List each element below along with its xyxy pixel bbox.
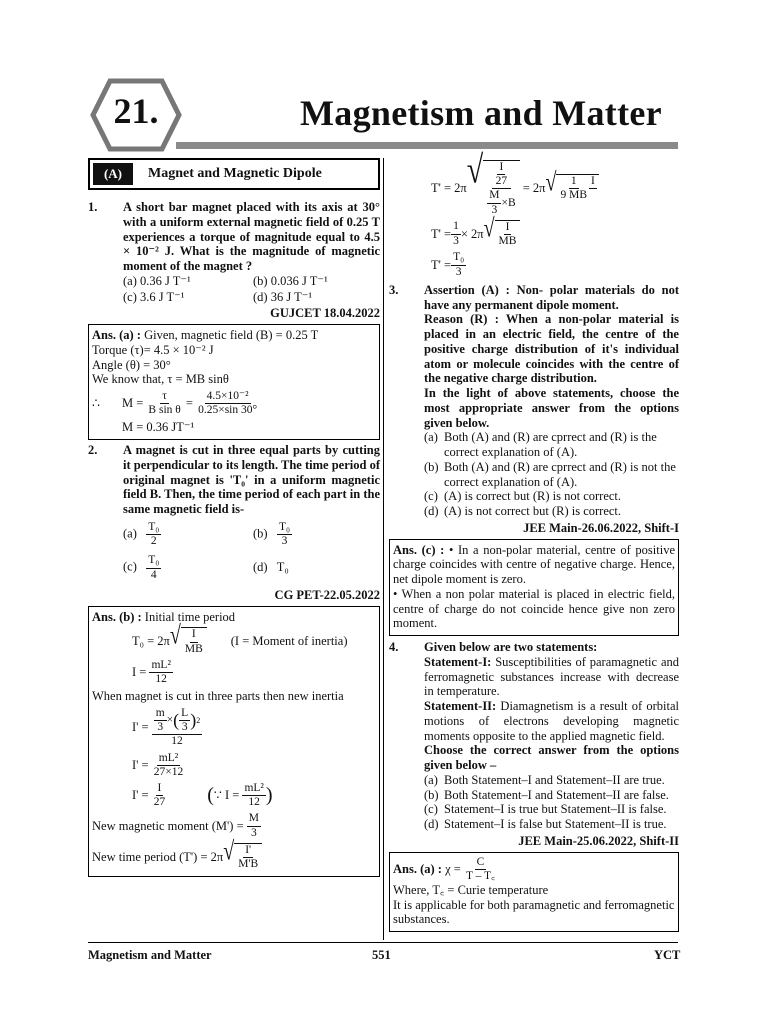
question-text — [424, 283, 679, 431]
square-root: √ $\frac{I}{27}$ $\frac{M}{3}$ ×B — [467, 160, 520, 217]
denominator: 2 — [150, 535, 157, 548]
option-label: (c) — [424, 489, 438, 504]
q2-options — [123, 521, 380, 582]
option-label: (c) — [123, 559, 137, 574]
fraction — [242, 782, 265, 809]
question-3 — [389, 283, 679, 431]
denominator: 3 — [250, 826, 257, 839]
denominator: 3 — [281, 535, 288, 548]
option-b — [424, 788, 679, 803]
fraction — [152, 752, 186, 779]
denominator: 9 MB — [560, 189, 587, 202]
right-column — [389, 148, 679, 932]
numerator: I' — [243, 844, 253, 858]
denominator — [485, 189, 517, 216]
statement-1 — [424, 655, 679, 699]
answer-4 — [389, 852, 679, 933]
fraction — [152, 782, 168, 809]
numerator: I — [504, 221, 512, 235]
fraction — [277, 521, 292, 548]
question-number: 2. — [88, 443, 98, 458]
answer-line: When magnet is cut in three parts then new inertia — [92, 689, 344, 704]
option-text: Both (A) and (R) are cprrect and (R) is not the correct explanation of (A). — [444, 459, 676, 489]
answer-line: • In a non-polar material, centre of positive charge coincides with centre of negative charge. Hence, net dipole moment is zero. — [393, 542, 676, 586]
numerator: mL² — [149, 659, 172, 673]
denominator: M'B — [238, 858, 259, 871]
denominator: 0.25×sin 30° — [198, 404, 258, 417]
option-text: Statement–I is false but Statement–II is true. — [444, 817, 667, 831]
exponent: 2 — [196, 716, 201, 726]
fraction — [183, 628, 205, 655]
statement-2 — [424, 699, 679, 743]
formula-text: × 2π — [460, 226, 484, 241]
formula-text: T' = 2π — [431, 181, 467, 196]
numerator: m — [154, 707, 167, 721]
footer-rule — [88, 942, 678, 943]
option-d — [253, 554, 383, 581]
numerator: M — [487, 189, 501, 203]
numerator: I — [589, 175, 597, 189]
question-4 — [389, 640, 679, 655]
section-tag: (A) — [93, 163, 133, 185]
numerator: I — [156, 782, 164, 796]
answer-2 — [88, 606, 380, 878]
answer-result: M = 0.36 JT⁻¹ — [122, 420, 195, 435]
formula-row — [92, 390, 376, 417]
option-b — [253, 521, 383, 548]
option-d — [424, 504, 679, 519]
q1-options — [123, 274, 380, 305]
header-rule — [176, 142, 678, 149]
therefore-symbol: ∴ — [92, 396, 100, 411]
formula-row — [431, 148, 679, 217]
option-a — [123, 521, 253, 548]
formula-text: T' = — [431, 226, 452, 241]
fraction — [146, 554, 161, 581]
formula-row — [132, 752, 376, 779]
numerator: mL² — [157, 752, 180, 766]
answer-line: Initial time period — [144, 609, 236, 624]
formula-text: T' = — [431, 257, 452, 272]
formula-row — [92, 812, 376, 839]
numerator: mL² — [242, 782, 265, 796]
answer-line: Torque (τ)= 4.5 × 10⁻² J — [92, 342, 214, 357]
option-label: (b) — [424, 787, 439, 802]
chapter-number-badge — [90, 78, 182, 152]
denominator: MB — [498, 235, 517, 248]
question-source: GUJCET 18.04.2022 — [270, 306, 380, 321]
option-text: Both Statement–I and Statement–II are false. — [444, 787, 669, 802]
denominator: B sin θ — [148, 404, 181, 417]
option-c: (c) 3.6 J T⁻¹ — [123, 289, 185, 304]
fraction — [497, 221, 519, 248]
formula-text: I' = — [132, 788, 149, 803]
statement-text: Susceptibilities of paramagnetic and ferromagnetic substances increase with decrease in temperature. — [424, 654, 679, 699]
numerator: T₀ — [451, 251, 466, 265]
fraction — [464, 856, 497, 883]
formula-row — [132, 659, 376, 686]
denominator: 27 — [495, 175, 508, 188]
option-d — [424, 817, 679, 832]
question-text: A short bar magnet placed with its axis at 30° with a uniform external magnetic field of 0.25 T experiences a torque of magnitude equal to 4.5 × 10⁻² J. What is the magnitude of magnetic moment of the magnet ? — [123, 200, 380, 273]
denominator: 3 — [181, 721, 188, 734]
option-text: (A) is not correct but (R) is correct. — [444, 504, 622, 518]
answer-line: Angle (θ) = 30° — [92, 357, 171, 372]
denominator: 3 — [453, 234, 459, 247]
formula-text: = — [185, 396, 193, 411]
question-1 — [88, 200, 380, 274]
answer-head: Ans. (c) : — [393, 542, 445, 557]
fraction — [589, 175, 597, 202]
option-label: (d) — [253, 560, 268, 575]
formula-text: × — [166, 714, 174, 727]
fraction — [179, 707, 190, 734]
section-title: Magnet and Magnetic Dipole — [148, 166, 322, 181]
formula-text: T₀ = 2π — [132, 634, 170, 649]
option-label: (a) — [424, 430, 438, 445]
fraction — [451, 220, 461, 247]
fraction — [152, 707, 202, 749]
formula-text: New time period (T') = 2π — [92, 849, 224, 864]
fraction — [196, 390, 259, 417]
numerator: M — [247, 812, 261, 826]
question-number: 4. — [389, 640, 399, 654]
page-number: 551 — [372, 948, 391, 962]
formula-text: I' = — [132, 757, 149, 772]
answer-line: We know that, τ = MB sinθ — [92, 372, 229, 387]
instruction-text: Choose the correct answer from the options given below – — [424, 743, 679, 772]
option-a: (a) 0.36 J T⁻¹ — [123, 273, 191, 288]
option-text: Both (A) and (R) are cprrect and (R) is the correct explanation of (A). — [444, 430, 657, 459]
option-value: T₀ — [276, 560, 289, 575]
formula-row — [132, 621, 376, 655]
numerator: I — [497, 161, 505, 175]
fraction — [558, 175, 589, 202]
publisher-mark: YCT — [654, 948, 681, 962]
denominator: 3 — [491, 203, 498, 216]
numerator: 1 — [451, 220, 461, 234]
question-number: 1. — [88, 200, 98, 214]
square-root: √ $\frac{I}{MB}$ — [484, 220, 521, 248]
option-c — [123, 554, 253, 581]
option-a — [424, 773, 679, 788]
statement-text: Diamagnetism is a result of orbital motions of electrons developing magnetic moments opposite to the applied magnetic field. — [424, 699, 679, 743]
option-c — [424, 489, 679, 504]
numerator: $\frac{m}{3}$ × ( $\frac{L}{3}$ ) 2 — [152, 707, 202, 735]
fraction — [485, 161, 517, 217]
formula-text: χ = — [445, 861, 461, 876]
option-b — [424, 460, 679, 490]
column-divider — [383, 158, 384, 940]
reason-text: Reason (R) : When a non-polar material is placed in an electric field, the centre of the positive charge distribution of it's individual atom or molecule coincides with the centre of the negative charge distribution. — [424, 312, 679, 386]
option-label: (c) — [424, 802, 438, 817]
square-root: √ $\frac{I'}{M'B}$ — [223, 843, 262, 871]
denominator: T – T꜀ — [465, 869, 496, 882]
option-a — [424, 430, 679, 460]
answer-line: It is applicable for both paramagnetic and ferromagnetic substances. — [393, 897, 675, 927]
formula-text: = 2π — [522, 181, 546, 196]
formula-note: (I = Moment of inertia) — [230, 634, 348, 649]
numerator: 4.5×10⁻² — [205, 390, 251, 404]
answer-line: • When a non polar material is placed in electric field, centre of charge do not coincide hence give non zero moment. — [393, 586, 675, 631]
formula-text: New magnetic moment (M') = — [92, 818, 244, 833]
formula-text: M = — [122, 396, 144, 411]
formula-row — [92, 837, 376, 871]
statement-head: Statement-I: — [424, 654, 492, 669]
denominator: 3 — [455, 265, 462, 278]
question-2 — [88, 443, 380, 517]
question-number: 3. — [389, 282, 399, 297]
option-c — [424, 802, 679, 817]
fraction — [247, 812, 261, 839]
square-root: √ $\frac{1}{9 MB}$ I — [545, 174, 598, 202]
chapter-number: 21. — [113, 91, 159, 131]
fraction — [154, 707, 167, 734]
fraction — [451, 251, 466, 278]
denominator: 12 — [248, 796, 260, 809]
numerator: 1 — [569, 175, 579, 189]
formula-text: I = — [132, 665, 147, 680]
numerator — [492, 161, 512, 189]
chapter-title: Magnetism and Matter — [300, 93, 662, 133]
option-text: Statement–I is true but Statement–II is false. — [444, 802, 667, 817]
instruction-text: In the light of above statements, choose the most appropriate answer from the options given below. — [424, 386, 679, 430]
option-label: (d) — [424, 504, 439, 518]
denominator: 12 — [155, 672, 167, 685]
formula-row — [393, 856, 675, 883]
option-label: (b) — [424, 459, 439, 474]
answer-line: Where, T꜀ = Curie temperature — [393, 882, 549, 897]
formula-row — [132, 707, 376, 749]
numerator: L — [179, 707, 190, 721]
formula-text: ×B — [501, 196, 516, 209]
question-source: CG PET-22.05.2022 — [274, 587, 380, 602]
answer-head: Ans. (a) : — [92, 328, 141, 342]
question-source: JEE Main-25.06.2022, Shift-II — [518, 833, 679, 848]
denominator: 4 — [150, 568, 157, 581]
fraction — [494, 161, 510, 188]
option-label: (b) — [253, 526, 268, 541]
statement-head: Statement-II: — [424, 699, 497, 713]
square-root: √ $\frac{I}{MB}$ — [170, 627, 207, 655]
numerator: T₀ — [146, 521, 161, 535]
fraction — [146, 390, 182, 417]
question-text: Given below are two statements: — [424, 640, 598, 654]
formula-text: ∵ I = — [213, 788, 240, 803]
option-d: (d) 36 J T⁻¹ — [253, 289, 313, 304]
option-label: (d) — [424, 817, 439, 831]
answer-3 — [389, 539, 679, 637]
footer-chapter: Magnetism and Matter — [88, 948, 212, 962]
numerator: T₀ — [277, 521, 292, 535]
left-column — [88, 158, 380, 877]
option-text: Both Statement–I and Statement–II are true. — [444, 772, 665, 787]
fraction — [487, 189, 501, 216]
question-source: JEE Main-26.06.2022, Shift-I — [523, 520, 679, 535]
fraction — [149, 659, 172, 686]
denominator: 27 — [153, 796, 166, 809]
option-label: (a) — [123, 526, 137, 541]
answer-head: Ans. (a) : — [393, 861, 442, 876]
option-text: (A) is correct but (R) is not correct. — [444, 489, 622, 504]
numerator: I — [190, 628, 198, 642]
numerator: τ — [160, 390, 169, 404]
option-label: (a) — [424, 772, 438, 787]
denominator: MB — [184, 642, 203, 655]
numerator: C — [475, 856, 487, 870]
option-b: (b) 0.036 J T⁻¹ — [253, 273, 328, 288]
formula-row — [431, 251, 679, 278]
numerator: T₀ — [146, 554, 161, 568]
answer-head: Ans. (b) : — [92, 609, 142, 624]
denominator: 12 — [171, 735, 183, 748]
formula-text: I' = — [132, 720, 149, 735]
section-heading — [88, 158, 380, 190]
assertion-text: Assertion (A) : Non- polar materials do not have any permanent dipole moment. — [424, 282, 679, 312]
answer-line: Given, magnetic field (B) = 0.25 T — [144, 328, 319, 342]
denominator: 27×12 — [153, 765, 184, 778]
fraction — [236, 844, 260, 871]
question-text: A magnet is cut in three equal parts by cutting it perpendicular to its length. The time period of original magnet is 'T₀' in a uniform magnetic field B. Then, the time period of each part in the same magnetic field is- — [123, 443, 380, 517]
formula-row: I' = $\frac{I}{27}$ ( ∵ I = $\frac{\text{mL²}}{12}$ ) — [132, 782, 273, 809]
answer-1 — [88, 324, 380, 440]
denominator: 3 — [157, 721, 164, 734]
fraction — [146, 521, 161, 548]
